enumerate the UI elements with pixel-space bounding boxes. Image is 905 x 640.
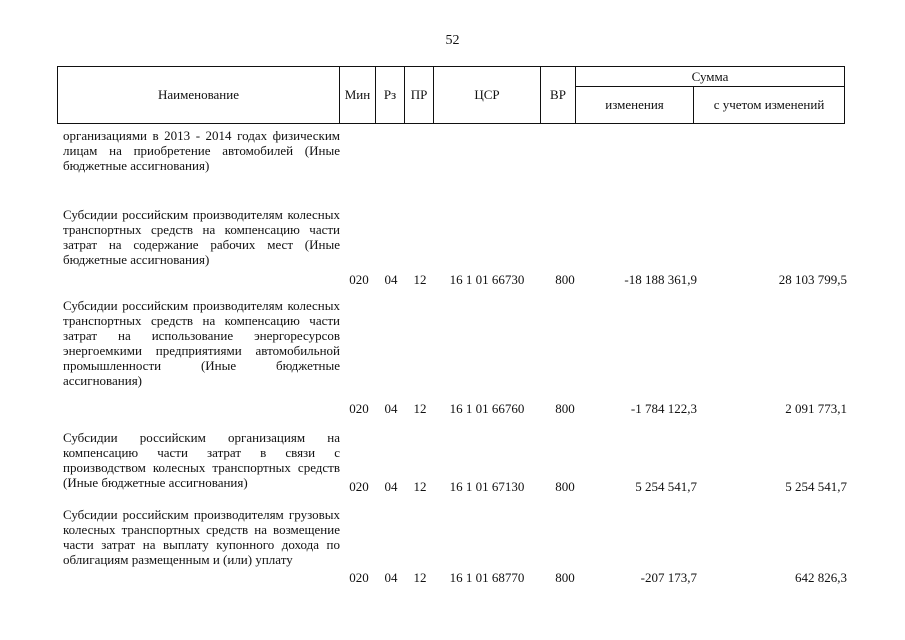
header-pr: ПР bbox=[405, 67, 434, 124]
row-name: Субсидии российским организациям на компенсацию части затрат в связи с производством колесных транспортных средств (Иные бюджетные ассигнования) bbox=[63, 430, 340, 490]
row-name: Субсидии российским производителям колесных транспортных средств на компенсацию части затрат на содержание рабочих мест (Иные бюджетные ассигнования) bbox=[63, 207, 340, 267]
row-vr: 800 bbox=[555, 272, 575, 287]
row-min: 020 bbox=[349, 401, 369, 416]
row-csr: 16 1 01 66760 bbox=[449, 401, 525, 416]
header-with-change: с учетом изменений bbox=[694, 87, 845, 124]
row-pr: 12 bbox=[413, 272, 427, 287]
row-rz: 04 bbox=[384, 479, 398, 494]
row-min: 020 bbox=[349, 272, 369, 287]
header-name: Наименование bbox=[58, 67, 340, 124]
row-rz: 04 bbox=[384, 272, 398, 287]
row-pr: 12 bbox=[413, 570, 427, 585]
row-csr: 16 1 01 68770 bbox=[449, 570, 525, 585]
row-change: 5 254 541,7 bbox=[635, 479, 697, 494]
row-csr: 16 1 01 67130 bbox=[449, 479, 525, 494]
header-csr: ЦСР bbox=[434, 67, 541, 124]
table-header bbox=[57, 66, 845, 124]
row-change: -207 173,7 bbox=[640, 570, 697, 585]
row-rz: 04 bbox=[384, 401, 398, 416]
row-vr: 800 bbox=[555, 479, 575, 494]
row-vr: 800 bbox=[555, 401, 575, 416]
row-pr: 12 bbox=[413, 401, 427, 416]
row-change: -18 188 361,9 bbox=[624, 272, 697, 287]
row-total: 642 826,3 bbox=[795, 570, 847, 585]
header-min: Мин bbox=[340, 67, 376, 124]
row-total: 5 254 541,7 bbox=[785, 479, 847, 494]
row-total: 2 091 773,1 bbox=[785, 401, 847, 416]
row-csr: 16 1 01 66730 bbox=[449, 272, 525, 287]
row-total: 28 103 799,5 bbox=[778, 272, 847, 287]
header-change: изменения bbox=[576, 87, 694, 124]
page-number: 52 bbox=[445, 33, 460, 48]
row-name: Субсидии российским производителям колесных транспортных средств на компенсацию части затрат на использование энергоресурсов энергоемкими предприятиями автомобильной промышленности (Иные бюджетные ассигнования) bbox=[63, 298, 340, 388]
header-sum: Сумма bbox=[576, 67, 845, 87]
row-pr: 12 bbox=[413, 479, 427, 494]
row-name: Субсидии российским производителям грузовых колесных транспортных средств на возмещение части затрат на выплату купонного дохода по облигациям размещенным и (или) уплату bbox=[63, 507, 340, 567]
row-name: организациями в 2013 - 2014 годах физическим лицам на приобретение автомобилей (Иные бюджетные ассигнования) bbox=[63, 128, 340, 173]
row-change: -1 784 122,3 bbox=[630, 401, 697, 416]
header-vr: ВР bbox=[541, 67, 576, 124]
row-min: 020 bbox=[349, 479, 369, 494]
header-rz: Рз bbox=[376, 67, 405, 124]
row-min: 020 bbox=[349, 570, 369, 585]
row-rz: 04 bbox=[384, 570, 398, 585]
row-vr: 800 bbox=[555, 570, 575, 585]
